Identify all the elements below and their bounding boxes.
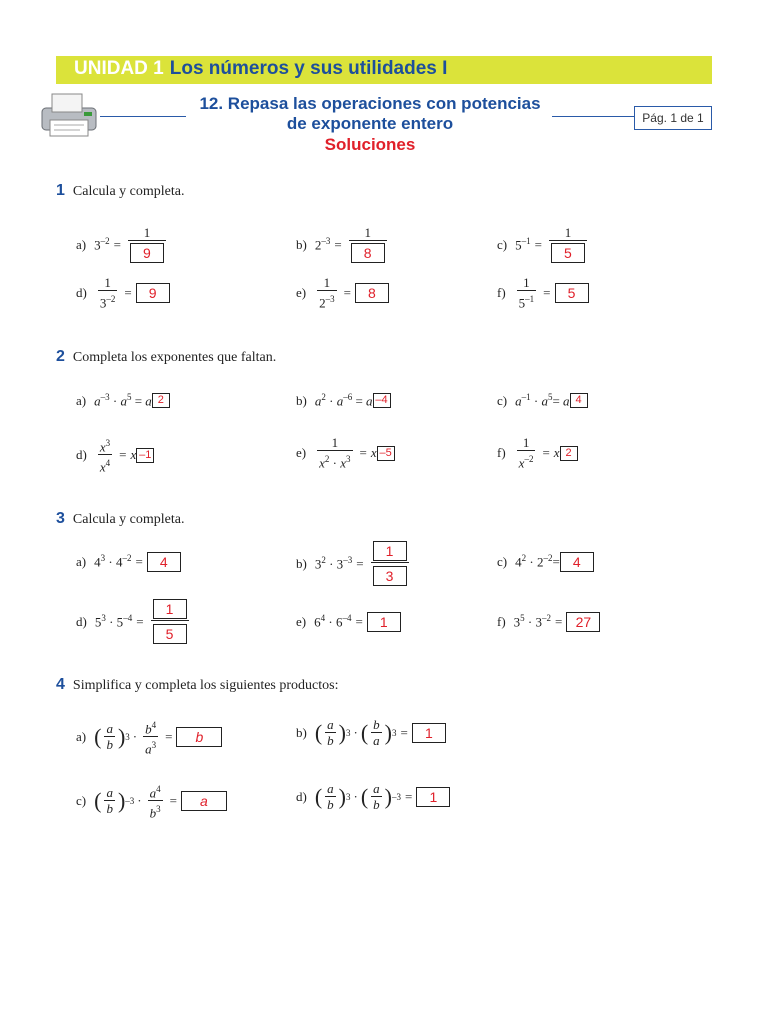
ex1-item-a: a) $3^{-2}$ = $\frac{1}{9}$ (76, 226, 169, 264)
exercise-prompt: Simplifica y completa los siguientes productos: (72, 678, 339, 693)
title-rule-left (100, 116, 186, 117)
answer-box[interactable]: 5 (555, 283, 589, 303)
ex3-item-e: e) $6^4 \cdot 6^{-4}$ = 1 (296, 612, 401, 632)
ex2-item-a: a) $a^{-3} \cdot a^5 = a$ 2 (76, 392, 170, 409)
ex3-item-c: c) $4^2 \cdot 2^{-2}$ = 4 (497, 552, 594, 572)
page-indicator: Pág. 1 de 1 (634, 106, 712, 130)
ex3-item-d: d) $5^3 \cdot 5^{-4}$ = $\frac{1}{5}$ (76, 598, 192, 645)
exercise-prompt: Completa los exponentes que faltan. (72, 350, 277, 365)
exercise-4-heading (56, 676, 338, 694)
ex3-item-f: f) $3^5 \cdot 3^{-2}$ = 27 (497, 612, 600, 632)
ex1-item-c: c) $5^{-1}$ = $\frac{1}{5}$ (497, 226, 590, 264)
answer-box-denominator[interactable]: 3 (373, 566, 407, 586)
ex1-item-d: d) $\frac{1}{3^{-2}}$ = 9 (76, 276, 170, 310)
ex2-item-c: c) $a^{-1} \cdot a^5= a$ 4 (497, 392, 588, 409)
answer-box[interactable]: 2 (560, 446, 578, 461)
ex4-item-c: c) ( $\frac{a}{b}$ ) –3 · $\frac{a^4}{b^3}$ = a (76, 782, 227, 821)
ex1-item-e: e) $\frac{1}{2^{-3}}$ = 8 (296, 276, 389, 310)
title-line-2: de exponente entero (286, 114, 454, 133)
answer-box[interactable]: 4 (570, 393, 588, 408)
ex4-item-b: b) ( $\frac{a}{b}$ ) 3 · ( $\frac{b}{a}$ ) 3 = 1 (296, 718, 446, 748)
answer-box-denominator[interactable]: 5 (153, 624, 187, 644)
unit-banner (56, 56, 712, 84)
answer-box[interactable]: 4 (147, 552, 181, 572)
title-rule-right (552, 116, 634, 117)
answer-box[interactable]: 5 (551, 243, 585, 263)
answer-box[interactable]: –4 (373, 393, 391, 408)
answer-box[interactable]: 9 (136, 283, 170, 303)
exercise-2-heading (56, 348, 276, 366)
answer-box[interactable]: b (176, 727, 222, 747)
answer-box[interactable]: 4 (560, 552, 594, 572)
answer-box-numerator[interactable]: 1 (153, 599, 187, 619)
answer-box[interactable]: 8 (351, 243, 385, 263)
answer-box-numerator[interactable]: 1 (373, 541, 407, 561)
exercise-number: 2 (56, 348, 65, 365)
answer-box[interactable]: 9 (130, 243, 164, 263)
title-line-1: 12. Repasa las operaciones con potencias (199, 94, 541, 113)
ex3-item-b: b) $3^2 \cdot 3^{-3}$ = $\frac{1}{3}$ (296, 540, 412, 587)
banner-text (74, 58, 447, 80)
ex1-item-f: f) $\frac{1}{5^{-1}}$ = 5 (497, 276, 589, 310)
answer-box[interactable]: a (181, 791, 227, 811)
ex4-item-d: d) ( $\frac{a}{b}$ ) 3 · ( $\frac{a}{b}$ ) –3 = 1 (296, 782, 450, 812)
exercise-1-heading (56, 182, 184, 200)
ex2-item-f: f) $\frac{1}{x^{-2}}$ = x 2 (497, 436, 578, 470)
exercise-prompt: Calcula y completa. (72, 512, 185, 527)
answer-box[interactable]: 1 (416, 787, 450, 807)
ex2-item-e: e) $\frac{1}{x^2 \cdot x^3}$ = x –5 (296, 436, 395, 470)
ex2-item-b: b) $a^2 \cdot a^{-6} = a$ –4 (296, 392, 391, 409)
exercise-number: 3 (56, 510, 65, 527)
solutions-subtitle: Soluciones (324, 135, 416, 154)
exercise-3-heading (56, 510, 184, 528)
answer-box[interactable]: 2 (152, 393, 170, 408)
ex1-item-b: b) $2^{-3}$ = $\frac{1}{8}$ (296, 226, 390, 264)
exercise-number: 1 (56, 182, 65, 199)
ex2-item-d: d) $\frac{x^3}{x^4}$ = x –1 (76, 436, 154, 475)
answer-box[interactable]: 27 (566, 612, 600, 632)
answer-box[interactable]: 8 (355, 283, 389, 303)
page-title (190, 94, 550, 155)
answer-box[interactable]: –1 (136, 448, 154, 463)
exercise-prompt: Calcula y completa. (72, 184, 185, 199)
ex4-item-a: a) ( $\frac{a}{b}$ ) 3 · $\frac{b^4}{a^3}$ = b (76, 718, 222, 757)
exercise-number: 4 (56, 676, 65, 693)
answer-box[interactable]: –5 (377, 446, 395, 461)
answer-box[interactable]: 1 (367, 612, 401, 632)
answer-box[interactable]: 1 (412, 723, 446, 743)
ex3-item-a: a) $4^3 \cdot 4^{-2}$ = 4 (76, 552, 181, 572)
unit-title: Los números y sus utilidades I (169, 58, 448, 79)
printer-icon[interactable] (38, 90, 100, 140)
unit-label: UNIDAD 1 (74, 58, 164, 79)
